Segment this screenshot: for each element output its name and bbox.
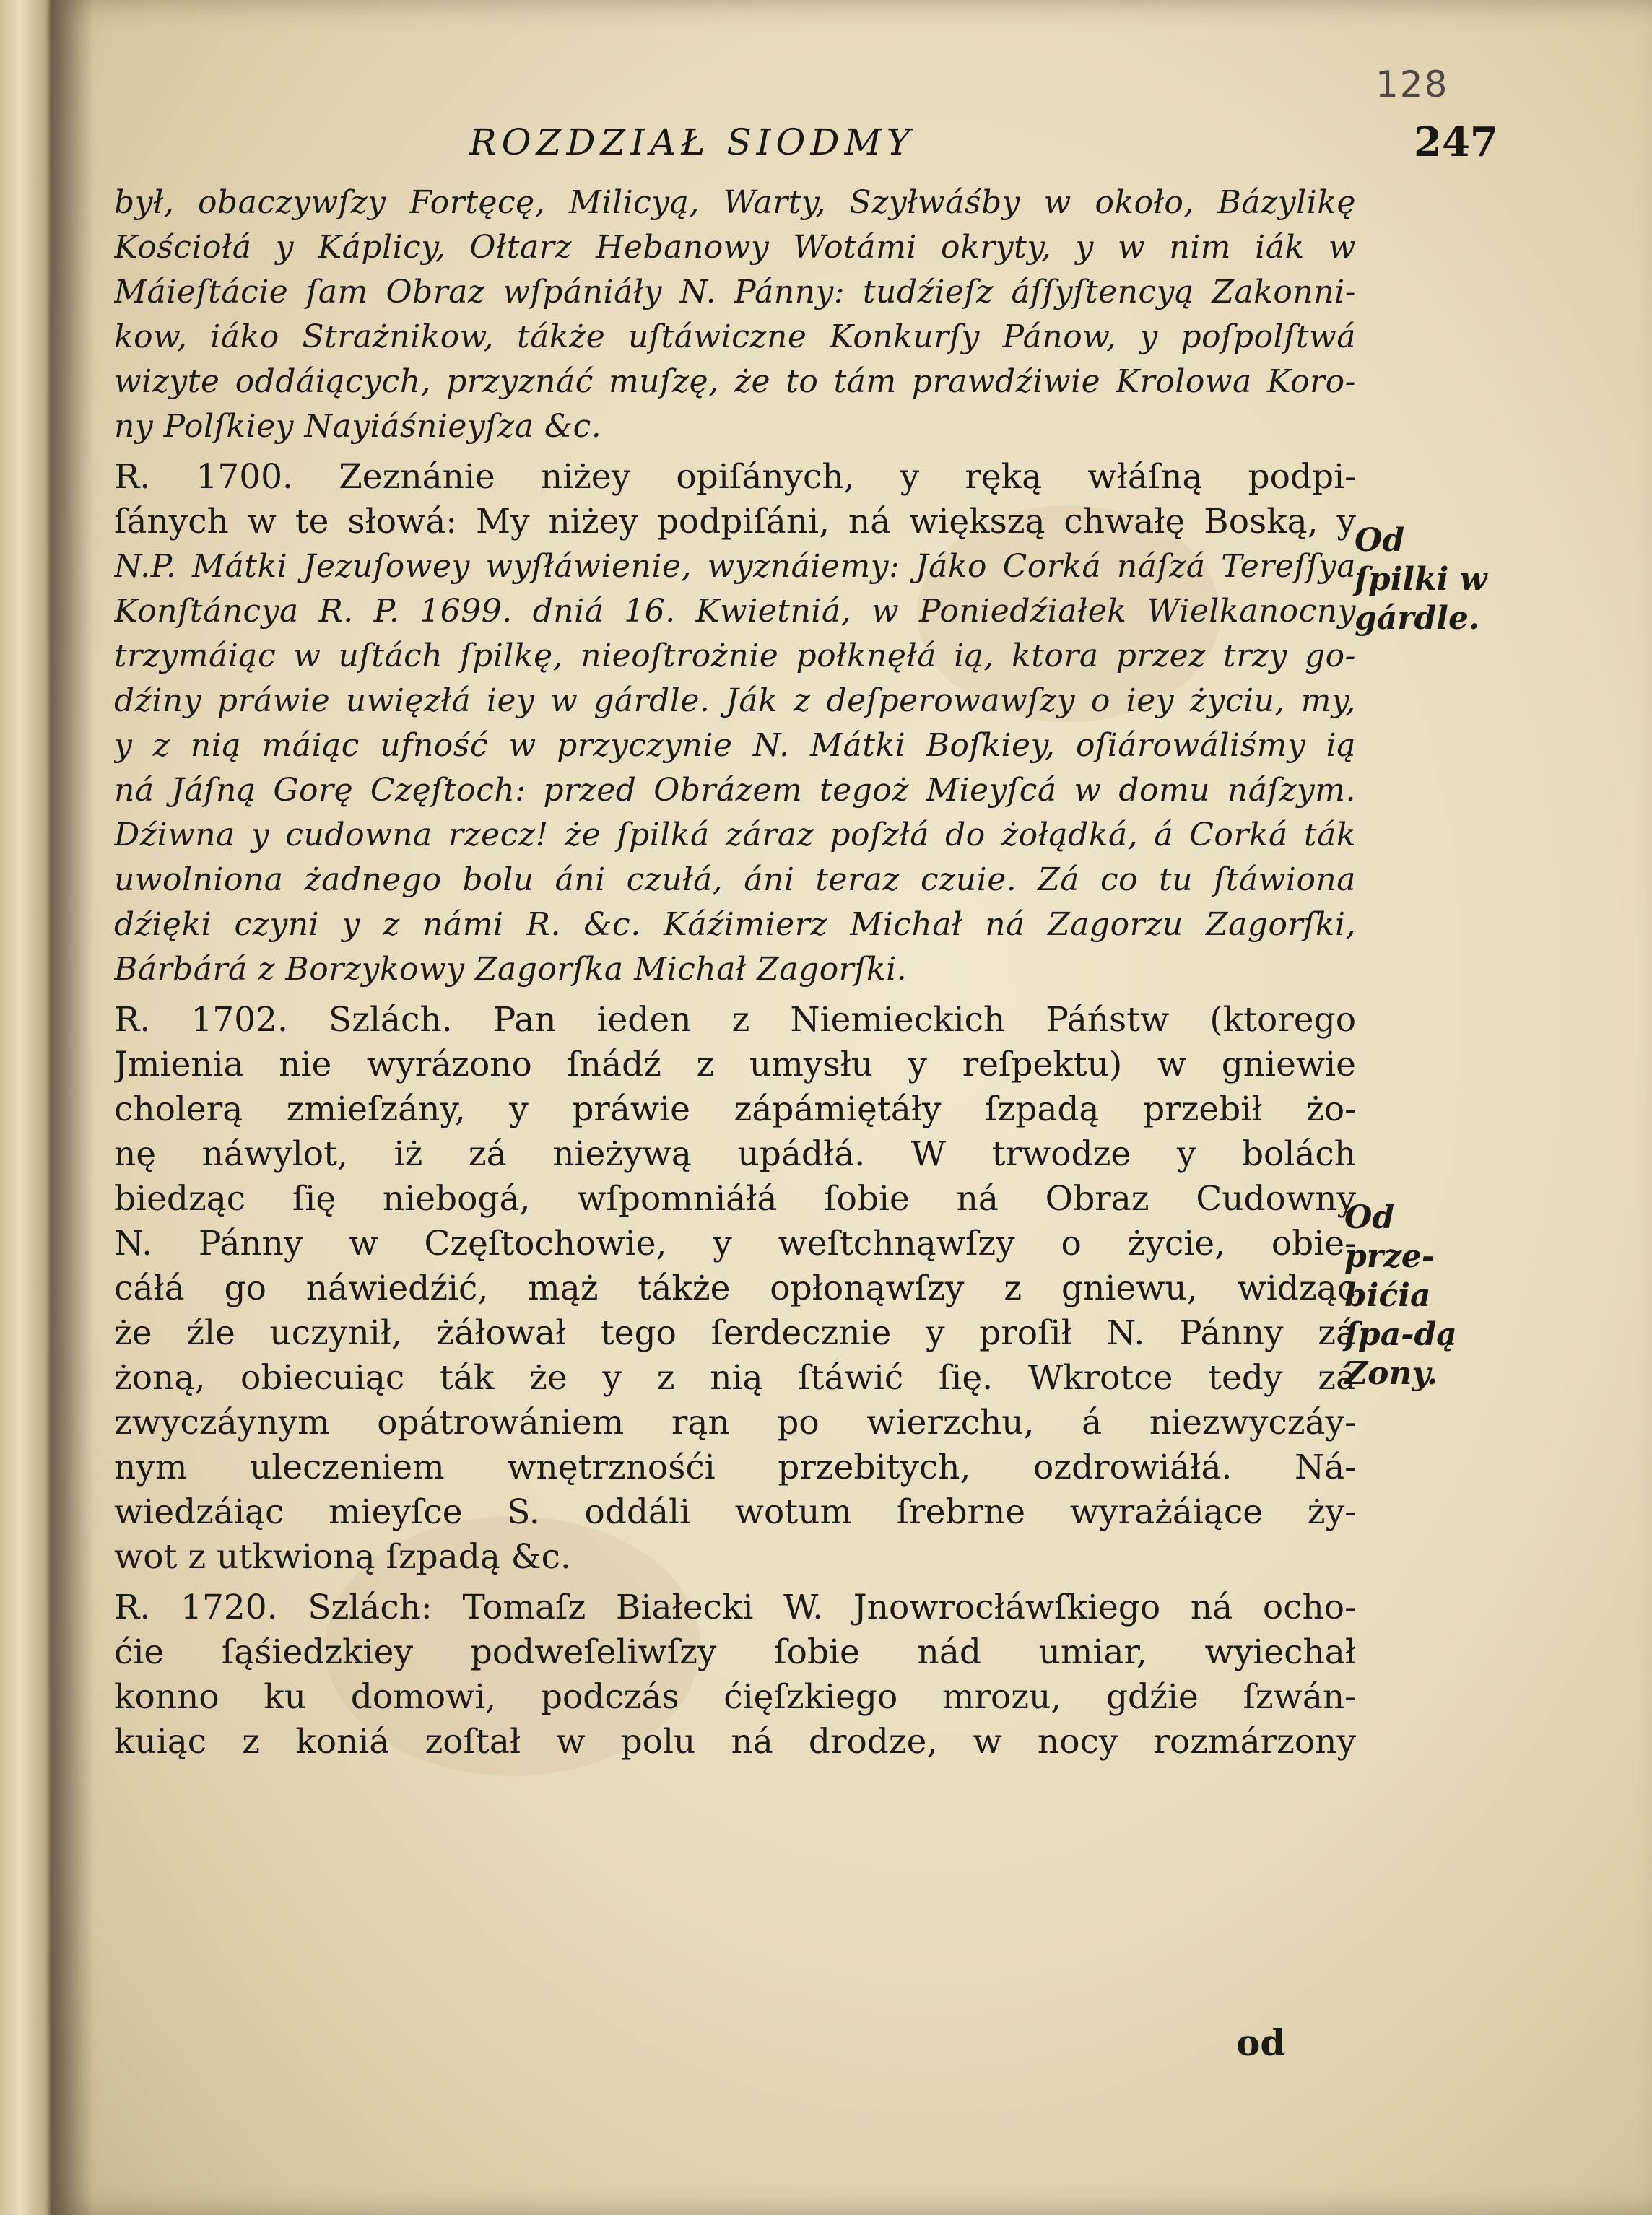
text-line: R. 1702. Szlách. Pan ieden z Niemieckich Páństw (ktorego <box>114 1000 1356 1040</box>
running-head: ROZDZIAŁ SIODMY <box>469 121 916 163</box>
text-line: wizyte oddáiących, przyznáć muſzę, że to tám prawdźiwie Krolowa Koro- <box>114 363 1356 400</box>
paragraph-gap <box>114 992 1356 998</box>
text-line: że źle uczynił, żáłował tego ſerdecznie y proſił N. Pánny zá <box>114 1313 1356 1353</box>
text-line: Máieſtácie ſam Obraz wſpániáły N. Pánny: tudźieſz áſſyſtencyą Zakonni- <box>114 274 1356 310</box>
text-line: Kościołá y Káplicy, Ołtarz Hebanowy Wotámi okryty, y w nim iák w <box>114 229 1356 266</box>
text-line: N. Pánny w Częſtochowie, y weſtchnąwſzy o życie, obie- <box>114 1224 1356 1263</box>
body-text <box>114 180 1356 1764</box>
text-line: wot z utkwioną ſzpadą &c. <box>114 1537 571 1577</box>
text-line: cáłá go náwiedźić, mąż tákże opłonąwſzy z gniewu, widząc <box>114 1268 1356 1308</box>
text-line: wiedzáiąc mieyſce S. oddáli wotum ſrebrne wyrażáiące ży- <box>114 1492 1356 1532</box>
text-line: konno ku domowi, podczás ćięſzkiego mrozu, gdźie ſzwán- <box>114 1677 1356 1717</box>
paragraph-gap <box>114 449 1356 455</box>
text-line: kuiąc z koniá zoſtał w polu ná drodze, w nocy rozmárzony <box>114 1722 1356 1762</box>
margin-note <box>1344 1198 1482 1393</box>
text-line: Dźiwna y cudowna rzecz! że ſpilká záraz poſzłá do żołądká, á Corká ták <box>114 817 1356 853</box>
margin-note <box>1355 521 1499 638</box>
text-line: dźięki czyni y z námi R. &c. Káźimierz Michał ná Zagorzu Zagorſki, <box>114 906 1356 943</box>
text-line: Bárbárá z Borzykowy Zagorſka Michał Zagorſki. <box>114 951 908 988</box>
text-line: trzymáiąc w uſtách ſpilkę, nieoſtrożnie połknęłá ią, ktora przez trzy go- <box>114 637 1356 674</box>
text-line: ná Jáſną Gorę Częſtoch: przed Obrázem tegoż Mieyſcá w domu náſzym. <box>114 772 1356 809</box>
text-line: ſánych w te słowá: My niżey podpiſáni, ná większą chwałę Boską, y <box>114 502 1356 541</box>
text-line: Jmienia nie wyrázono ſnádź z umysłu y reſpektu) w gniewie <box>114 1045 1356 1084</box>
text-line: ćie ſąśiedzkiey podweſeliwſzy ſobie nád umiar, wyiechał <box>114 1632 1356 1672</box>
text-line: kow, iáko Strażnikow, tákże uſtáwiczne Konkurſy Pánow, y poſpolſtwá <box>114 318 1356 355</box>
text-line: cholerą zmieſzány, y práwie zápámiętáły ſzpadą przebił żo- <box>114 1089 1356 1129</box>
text-line: Konſtáncya R. P. 1699. dniá 16. Kwietniá, w Poniedźiałek Wielkanocny <box>114 593 1356 630</box>
page-gutter-shadow <box>51 0 94 2215</box>
facing-page-edge <box>0 0 51 2215</box>
text-line: nę náwylot, iż zá nieżywą upádłá. W trwodze y bolách <box>114 1134 1356 1174</box>
text-line: zwyczáynym opátrowániem rąn po wierzchu, á niezwyczáy- <box>114 1403 1356 1442</box>
page-number: 247 <box>1414 118 1498 166</box>
text-line: ny Polſkiey Nayiáśnieyſza &c. <box>114 408 602 445</box>
text-line: uwolniona żadnego bolu áni czułá, áni teraz czuie. Zá co tu ſtáwiona <box>114 861 1356 898</box>
handwritten-folio-number: 128 <box>1375 64 1449 105</box>
text-line: żoną, obiecuiąc ták że y z nią ſtáwić ſię. Wkrotce tedy zá <box>114 1358 1356 1398</box>
margin-note-text: Od ſpilki w gárdle. <box>1355 522 1487 637</box>
text-line: dźiny práwie uwięzłá iey w gárdle. Ják z deſperowawſzy o iey życiu, my, <box>114 682 1356 719</box>
text-line: y z nią máiąc ufność w przyczynie N. Mátki Boſkiey, oſiárowáliśmy ią <box>114 727 1356 764</box>
text-line: R. 1720. Szlách: Tomaſz Białecki W. Jnowrocłáwſkiego ná ocho- <box>114 1588 1356 1627</box>
catchword: od <box>1236 2022 1286 2064</box>
text-line: był, obaczywſzy Fortęcę, Milicyą, Warty, Szyłwáśby w około, Bázylikę <box>114 184 1356 221</box>
margin-note-text: Od prze-bićia ſpa-dą Zony. <box>1344 1199 1457 1392</box>
text-line: biedząc ſię niebogá, wſpomniáłá ſobie ná Obraz Cudowny <box>114 1179 1356 1219</box>
paragraph-gap <box>114 1580 1356 1585</box>
text-line: N.P. Mátki Jezuſowey wyſłáwienie, wyznáiemy: Jáko Corká náſzá Tereſſya <box>114 548 1356 585</box>
text-line: nym uleczeniem wnętrznośći przebitych, ozdrowiáłá. Ná- <box>114 1448 1356 1487</box>
text-line: R. 1700. Zeznánie niżey opiſánych, y ręką włáſną podpi- <box>114 457 1356 497</box>
